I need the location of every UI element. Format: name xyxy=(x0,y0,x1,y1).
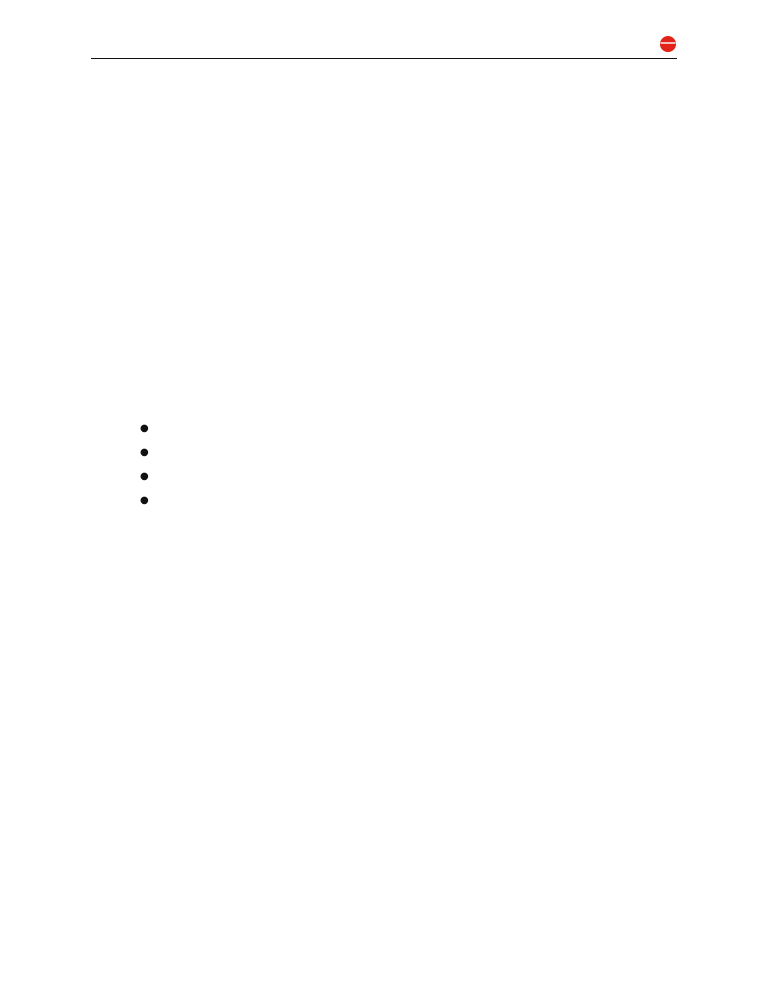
pjwstk-logo-icon xyxy=(659,35,677,53)
bullet-icon: ● xyxy=(140,495,149,506)
bullet-icon: ● xyxy=(140,423,149,434)
header-rule xyxy=(91,58,677,59)
bullet-icon: ● xyxy=(140,471,149,482)
bullet-icon: ● xyxy=(140,447,149,458)
